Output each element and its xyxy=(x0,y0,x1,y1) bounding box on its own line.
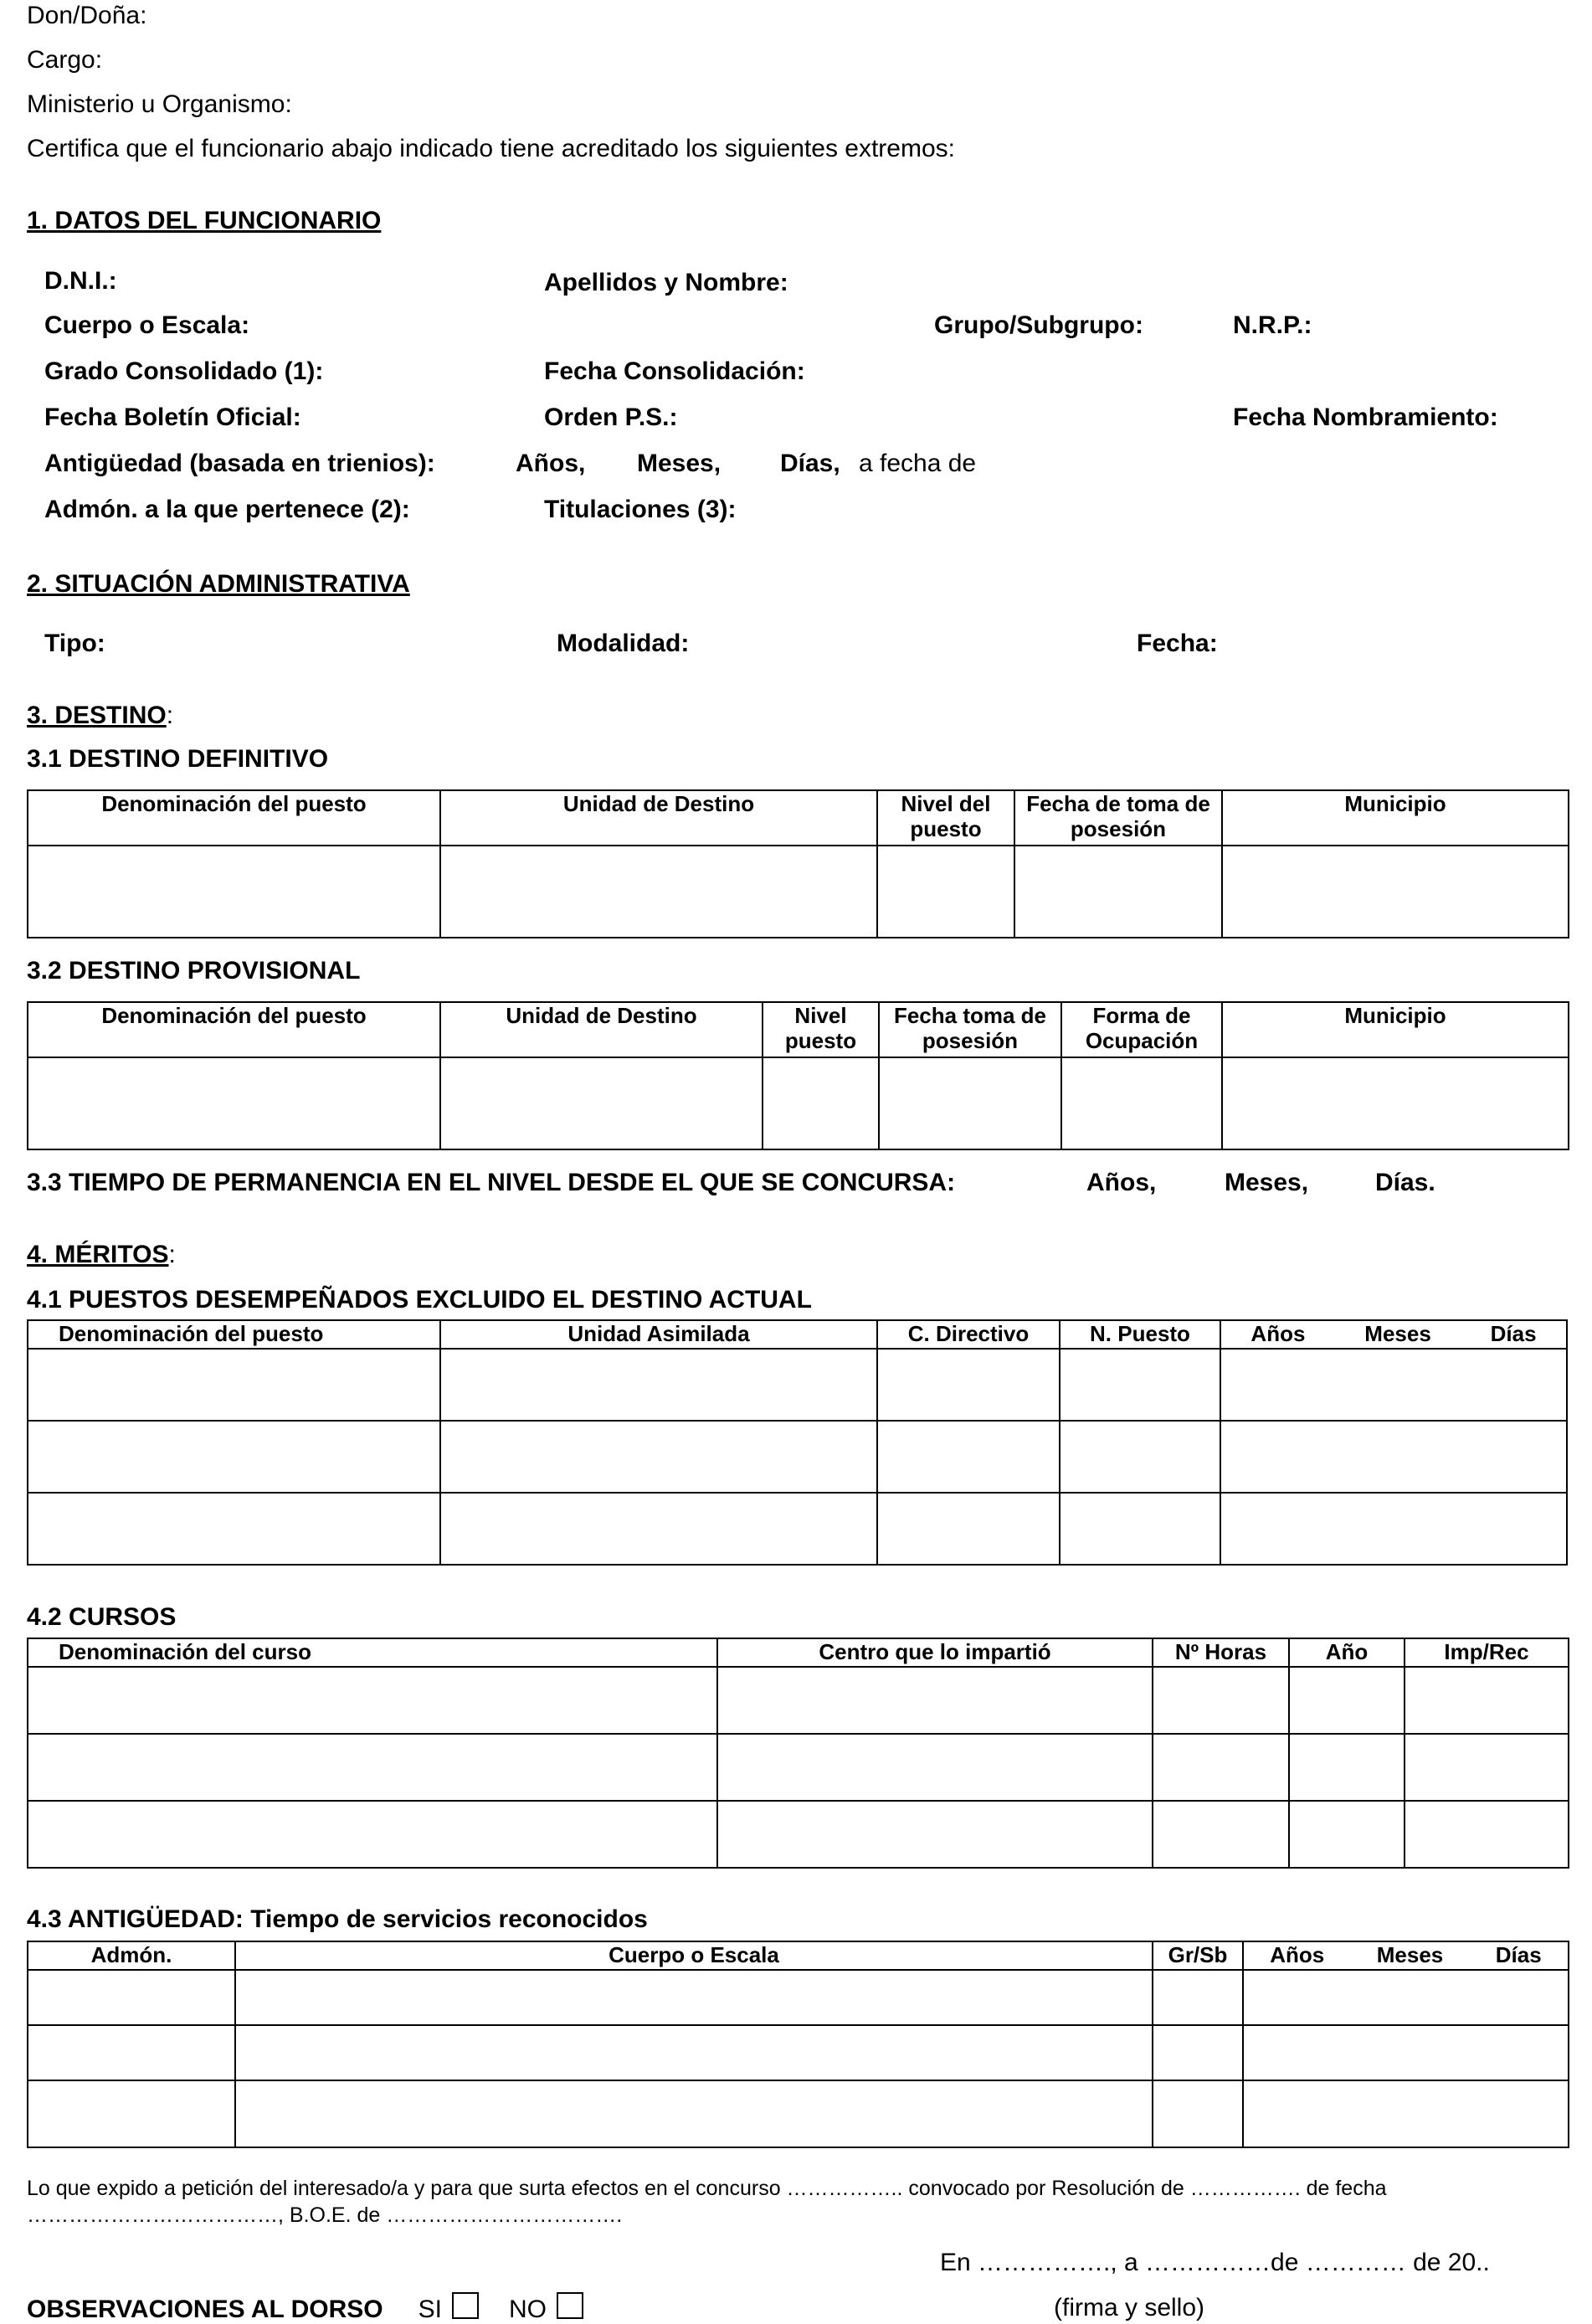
firma-label: (firma y sello) xyxy=(1054,2294,1205,2321)
col-fecha-toma-posesion: Fecha de toma de posesión xyxy=(1014,790,1222,846)
s33-dias: Días. xyxy=(1375,1169,1435,1196)
table-row xyxy=(28,1801,1569,1868)
puestos-desempenados-table xyxy=(27,1319,1568,1566)
cell[interactable] xyxy=(1153,1734,1289,1801)
cell[interactable] xyxy=(235,2025,1153,2080)
cell-denominacion[interactable] xyxy=(28,1057,440,1149)
no-checkbox[interactable] xyxy=(557,2292,583,2319)
table-row xyxy=(28,1421,1567,1493)
cell[interactable] xyxy=(235,2080,1153,2147)
section3-colon: : xyxy=(166,702,174,729)
col-denominacion-curso: Denominación del curso xyxy=(28,1638,717,1667)
cell[interactable] xyxy=(1220,1421,1567,1493)
s33-anos: Años, xyxy=(1086,1169,1157,1196)
tipo-label: Tipo: xyxy=(44,630,105,657)
apellidos-label: Apellidos y Nombre: xyxy=(544,269,788,296)
fecha-boletin-label: Fecha Boletín Oficial: xyxy=(44,404,301,431)
table-row xyxy=(28,2080,1569,2147)
cell-fecha[interactable] xyxy=(879,1057,1061,1149)
col-horas: Nº Horas xyxy=(1153,1638,1289,1667)
admon-label: Admón. a la que pertenece (2): xyxy=(44,496,410,523)
cell-unidad[interactable] xyxy=(440,1057,763,1149)
col-meses: Meses xyxy=(1364,1321,1431,1346)
col-denominacion-puesto: Denominación del puesto xyxy=(28,1002,440,1057)
cell[interactable] xyxy=(1243,2025,1569,2080)
col-c-directivo: C. Directivo xyxy=(877,1320,1060,1349)
col-imp-rec: Imp/Rec xyxy=(1405,1638,1569,1667)
cell[interactable] xyxy=(1405,1734,1569,1801)
don-label: Don/Doña: xyxy=(27,2,147,29)
cell[interactable] xyxy=(1153,2080,1243,2147)
cell[interactable] xyxy=(877,1493,1060,1565)
cell[interactable] xyxy=(440,1493,877,1565)
col-anos: Años xyxy=(1250,1321,1306,1346)
col-fecha-toma-posesion: Fecha toma de posesión xyxy=(879,1002,1061,1057)
cell[interactable] xyxy=(877,1421,1060,1493)
table-row xyxy=(28,1349,1567,1421)
col-dias: Días xyxy=(1490,1321,1537,1346)
col-nivel-puesto: Nivel del puesto xyxy=(877,790,1014,846)
cell[interactable] xyxy=(28,2025,235,2080)
col-unidad-destino: Unidad de Destino xyxy=(440,790,877,846)
cell-nivel[interactable] xyxy=(763,1057,879,1149)
col-ano: Año xyxy=(1289,1638,1405,1667)
antiguedad-label: Antigüedad (basada en trienios): xyxy=(44,450,435,477)
destino-provisional-table xyxy=(27,1001,1569,1150)
s43-title: 4.3 ANTIGÜEDAD: Tiempo de servicios reconocidos xyxy=(27,1905,648,1933)
col-unidad-asimilada: Unidad Asimilada xyxy=(440,1320,877,1349)
section3-title-text: 3. DESTINO xyxy=(27,702,167,729)
s33-title: 3.3 TIEMPO DE PERMANENCIA EN EL NIVEL DESDE EL QUE SE CONCURSA: xyxy=(27,1169,956,1196)
cell[interactable] xyxy=(1405,1667,1569,1734)
table-row xyxy=(28,2025,1569,2080)
cell[interactable] xyxy=(1243,1970,1569,2025)
col-meses: Meses xyxy=(1376,1942,1444,1967)
antiguedad-table xyxy=(27,1941,1569,2148)
cell[interactable] xyxy=(28,1734,717,1801)
col-municipio: Municipio xyxy=(1222,790,1569,846)
cell[interactable] xyxy=(1289,1667,1405,1734)
cell[interactable] xyxy=(1060,1493,1220,1565)
fecha-consolidacion-label: Fecha Consolidación: xyxy=(544,357,805,385)
col-forma-ocupacion: Forma de Ocupación xyxy=(1061,1002,1222,1057)
en-fecha-line: En ……………., a ……………de ………… de 20.. xyxy=(940,2249,1490,2276)
cargo-label: Cargo: xyxy=(27,46,103,74)
cell[interactable] xyxy=(717,1667,1153,1734)
table-row xyxy=(28,846,1569,938)
cell[interactable] xyxy=(1060,1349,1220,1421)
destino-definitivo-table xyxy=(27,789,1569,938)
cell-fecha[interactable] xyxy=(1014,846,1222,938)
observaciones-label: OBSERVACIONES AL DORSO xyxy=(27,2296,383,2323)
col-anos-meses-dias xyxy=(1220,1320,1567,1349)
cell[interactable] xyxy=(1153,2025,1243,2080)
expido-line2: ………………………………, B.O.E. de ……………………………. xyxy=(27,2203,623,2227)
section4-title-text: 4. MÉRITOS xyxy=(27,1241,169,1268)
col-anos: Años xyxy=(1270,1942,1325,1967)
cell[interactable] xyxy=(28,1970,235,2025)
section2-title: 2. SITUACIÓN ADMINISTRATIVA xyxy=(27,570,410,598)
section1-title: 1. DATOS DEL FUNCIONARIO xyxy=(27,207,382,234)
cell-denominacion[interactable] xyxy=(28,846,440,938)
nrp-label: N.R.P.: xyxy=(1233,311,1312,339)
s42-title: 4.2 CURSOS xyxy=(27,1603,177,1631)
certifica-text: Certifica que el funcionario abajo indicado tiene acreditado los siguientes extremos: xyxy=(27,135,955,162)
s41-title: 4.1 PUESTOS DESEMPEÑADOS EXCLUIDO EL DESTINO ACTUAL xyxy=(27,1286,812,1314)
cell[interactable] xyxy=(717,1801,1153,1868)
s31-title: 3.1 DESTINO DEFINITIVO xyxy=(27,745,329,773)
grado-label: Grado Consolidado (1): xyxy=(44,357,324,385)
si-checkbox[interactable] xyxy=(452,2292,479,2319)
a-fecha-de: a fecha de xyxy=(859,450,977,477)
col-admon: Admón. xyxy=(28,1941,235,1970)
col-cuerpo-escala: Cuerpo o Escala xyxy=(235,1941,1153,1970)
no-label: NO xyxy=(508,2296,547,2323)
cell-municipio[interactable] xyxy=(1222,1057,1569,1149)
ministerio-label: Ministerio u Organismo: xyxy=(27,90,292,118)
cursos-table xyxy=(27,1638,1569,1869)
cell[interactable] xyxy=(440,1349,877,1421)
observaciones-row xyxy=(27,2292,583,2324)
cell[interactable] xyxy=(1060,1421,1220,1493)
col-unidad-destino: Unidad de Destino xyxy=(440,1002,763,1057)
cell[interactable] xyxy=(235,1970,1153,2025)
cell[interactable] xyxy=(1153,1667,1289,1734)
section3-title xyxy=(27,702,173,730)
section4-title xyxy=(27,1241,176,1269)
grupo-label: Grupo/Subgrupo: xyxy=(934,311,1143,339)
cell[interactable] xyxy=(28,1349,440,1421)
cell-forma[interactable] xyxy=(1061,1057,1222,1149)
s33-meses: Meses, xyxy=(1225,1169,1309,1196)
expido-line1: Lo que expido a petición del interesado/a y para que surta efectos en el concurso …………….. convocado por Resolución de ……………. de fecha xyxy=(27,2177,1387,2200)
col-nivel-puesto: Nivel puesto xyxy=(763,1002,879,1057)
section4-colon: : xyxy=(168,1241,176,1268)
col-centro: Centro que lo impartió xyxy=(717,1638,1153,1667)
table-row xyxy=(28,1734,1569,1801)
antiguedad-meses: Meses, xyxy=(637,450,722,477)
cell[interactable] xyxy=(28,2080,235,2147)
table-row xyxy=(28,1493,1567,1565)
orden-label: Orden P.S.: xyxy=(544,404,678,431)
cell[interactable] xyxy=(28,1667,717,1734)
col-municipio: Municipio xyxy=(1222,1002,1569,1057)
antiguedad-dias: Días, xyxy=(780,450,840,477)
cell-unidad[interactable] xyxy=(440,846,877,938)
col-n-puesto: N. Puesto xyxy=(1060,1320,1220,1349)
col-denominacion-puesto: Denominación del puesto xyxy=(28,1320,440,1349)
s32-title: 3.2 DESTINO PROVISIONAL xyxy=(27,957,361,985)
cell[interactable] xyxy=(1153,1970,1243,2025)
cell[interactable] xyxy=(28,1421,440,1493)
cell[interactable] xyxy=(28,1801,717,1868)
si-label: SI xyxy=(418,2296,442,2323)
cell-nivel[interactable] xyxy=(877,846,1014,938)
table-row xyxy=(28,1057,1569,1149)
col-gr-sb: Gr/Sb xyxy=(1153,1941,1243,1970)
titulaciones-label: Titulaciones (3): xyxy=(544,496,737,523)
cell[interactable] xyxy=(1153,1801,1289,1868)
table-row xyxy=(28,1970,1569,2025)
col-denominacion-puesto: Denominación del puesto xyxy=(28,790,440,846)
cell[interactable] xyxy=(877,1349,1060,1421)
cell[interactable] xyxy=(440,1421,877,1493)
cell-municipio[interactable] xyxy=(1222,846,1569,938)
cell[interactable] xyxy=(1243,2080,1569,2147)
cell[interactable] xyxy=(717,1734,1153,1801)
col-anos-meses-dias xyxy=(1243,1941,1569,1970)
cell[interactable] xyxy=(1289,1734,1405,1801)
cuerpo-label: Cuerpo o Escala: xyxy=(44,311,250,339)
cell[interactable] xyxy=(1289,1801,1405,1868)
table-row xyxy=(28,1667,1569,1734)
modalidad-label: Modalidad: xyxy=(557,630,690,657)
dni-label: D.N.I.: xyxy=(44,267,117,295)
col-dias: Días xyxy=(1495,1942,1542,1967)
cell[interactable] xyxy=(1405,1801,1569,1868)
fecha-nombramiento-label: Fecha Nombramiento: xyxy=(1233,404,1498,431)
antiguedad-anos: Años, xyxy=(516,450,586,477)
cell[interactable] xyxy=(1220,1349,1567,1421)
situacion-fecha-label: Fecha: xyxy=(1137,630,1218,657)
cell[interactable] xyxy=(1220,1493,1567,1565)
cell[interactable] xyxy=(28,1493,440,1565)
